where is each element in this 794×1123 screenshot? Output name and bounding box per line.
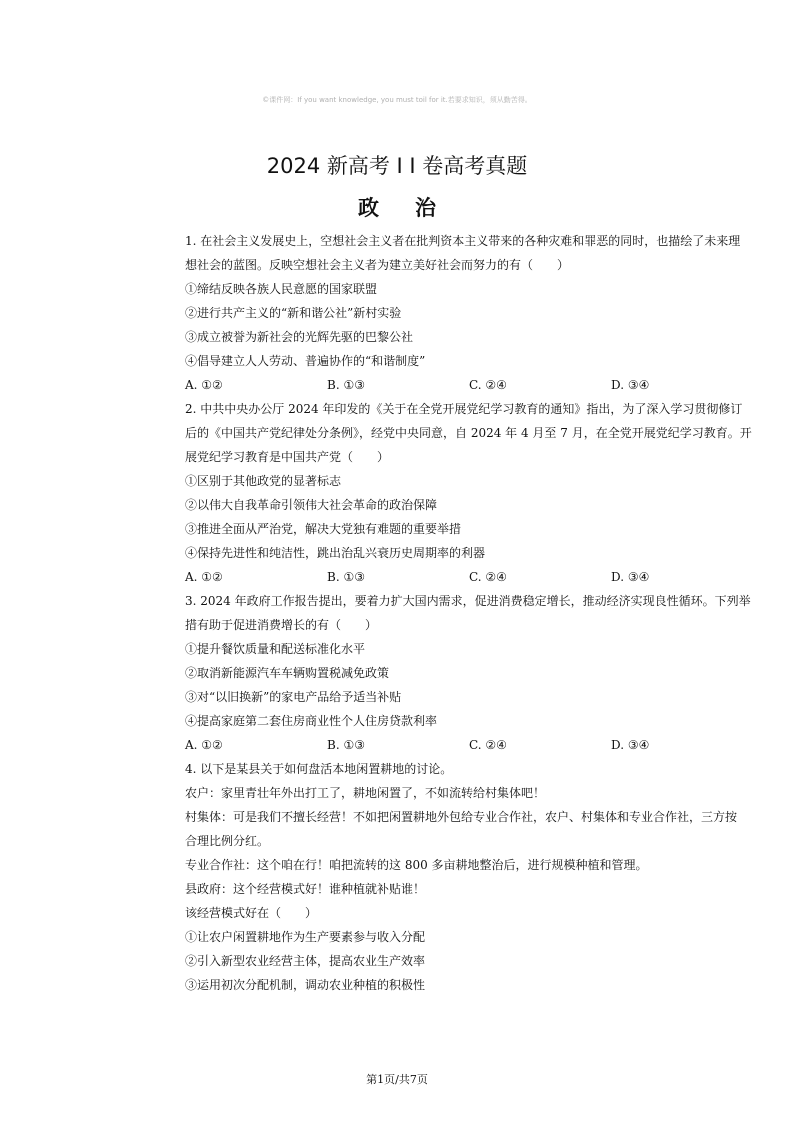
q4-item-3: ③运用初次分配机制，调动农业种植的积极性	[185, 978, 426, 992]
q3-item-2: ②取消新能源汽车车辆购置税减免政策	[185, 666, 390, 680]
page-number: 第1页/共7页	[366, 1073, 428, 1086]
q1-option-a: A. ①②	[185, 378, 223, 392]
q2-item-4: ④保持先进性和纯洁性，跳出治乱兴衰历史周期率的利器	[185, 546, 486, 560]
q4-question: 该经营模式好在（ ）	[185, 906, 318, 920]
q3-option-b: B. ①③	[327, 738, 365, 752]
watermark: ©课件网：If you want knowledge, you must toil for it.若要求知识，须从勤苦得。	[262, 96, 532, 104]
q1-item-2: ②进行共产主义的“新和谐公社”新村实验	[185, 306, 402, 320]
question-content	[185, 229, 752, 997]
q1-item-1: ①缔结反映各族人民意愿的国家联盟	[185, 282, 378, 296]
q4-village-line-2: 合理比例分红。	[185, 834, 270, 848]
q1-item-4: ④倡导建立人人劳动、普遍协作的“和谐制度”	[185, 354, 426, 368]
q4-coop-line: 专业合作社：这个咱在行！咱把流转的这 800 多亩耕地整治后，进行规模种植和管理。	[185, 858, 648, 872]
q3-stem-line-2: 措有助于促进消费增长的有（ ）	[185, 618, 378, 632]
q2-item-2: ②以伟大自我革命引领伟大社会革命的政治保障	[185, 498, 438, 512]
q1-stem-line-1: 1. 在社会主义发展史上，空想社会主义者在批判资本主义带来的各种灾难和罪恶的同时，也描绘了未来理	[185, 234, 741, 248]
subject-heading: 政治	[358, 196, 472, 220]
q2-option-c: C. ②④	[469, 570, 507, 584]
q3-options	[185, 733, 650, 757]
exam-title: 2024 新高考 I I 卷高考真题	[266, 154, 528, 178]
q1-option-c: C. ②④	[469, 378, 507, 392]
q4-item-2: ②引入新型农业经营主体，提高农业生产效率	[185, 954, 426, 968]
q2-option-a: A. ①②	[185, 570, 223, 584]
q2-option-b: B. ①③	[327, 570, 365, 584]
q1-item-3: ③成立被誉为新社会的光辉先驱的巴黎公社	[185, 330, 414, 344]
q1-option-d: D. ③④	[611, 378, 650, 392]
q1-options	[185, 373, 650, 397]
q3-item-4: ④提高家庭第二套住房商业性个人住房贷款利率	[185, 714, 438, 728]
q4-government-line: 县政府：这个经营模式好！谁种植就补贴谁！	[185, 882, 426, 896]
q2-stem-line-1: 2. 中共中央办公厅 2024 年印发的《关于在全党开展党纪学习教育的通知》指出，为了深入学习贯彻修订	[185, 402, 743, 416]
q3-option-a: A. ①②	[185, 738, 223, 752]
q3-stem-line-1: 3. 2024 年政府工作报告提出，要着力扩大国内需求，促进消费稳定增长，推动经济实现良性循环。下列举	[185, 594, 751, 608]
q1-stem-line-2: 想社会的蓝图。反映空想社会主义者为建立美好社会而努力的有（ ）	[185, 258, 570, 272]
q4-item-1: ①让农户闲置耕地作为生产要素参与收入分配	[185, 930, 426, 944]
q1-option-b: B. ①③	[327, 378, 365, 392]
q2-item-3: ③推进全面从严治党，解决大党独有难题的重要举措	[185, 522, 462, 536]
q3-item-3: ③对“以旧换新”的家电产品给予适当补贴	[185, 690, 402, 704]
q4-stem: 4. 以下是某县关于如何盘活本地闲置耕地的讨论。	[185, 762, 453, 776]
q3-option-c: C. ②④	[469, 738, 507, 752]
q4-farmer-line: 农户：家里青壮年外出打工了，耕地闲置了，不如流转给村集体吧！	[185, 786, 546, 800]
q2-stem-line-3: 展党纪学习教育是中国共产党（ ）	[185, 450, 390, 464]
q2-stem-line-2: 后的《中国共产党纪律处分条例》，经党中央同意，自 2024 年 4 月至 7 月，在全党开展党纪学习教育。开	[185, 426, 752, 440]
q3-option-d: D. ③④	[611, 738, 650, 752]
q2-option-d: D. ③④	[611, 570, 650, 584]
q2-item-1: ①区别于其他政党的显著标志	[185, 474, 342, 488]
q3-item-1: ①提升餐饮质量和配送标准化水平	[185, 642, 366, 656]
q4-village-line-1: 村集体：可是我们不擅长经营！不如把闲置耕地外包给专业合作社，农户、村集体和专业合作社，三方按	[185, 810, 738, 824]
q2-options	[185, 565, 650, 589]
